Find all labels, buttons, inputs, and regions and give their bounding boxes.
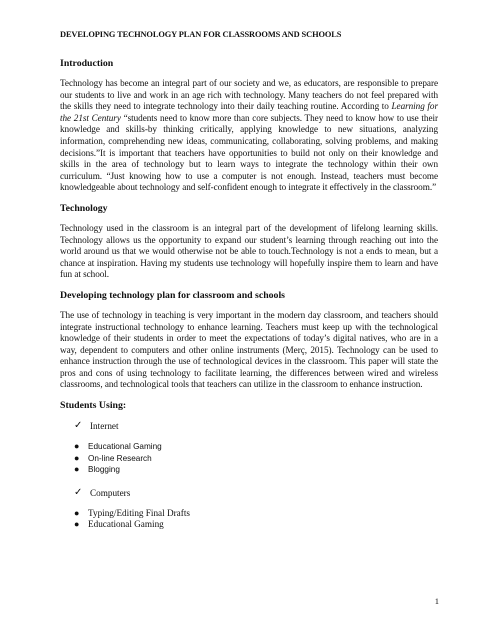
citation-title: Learning for the 21st Century [60,101,439,123]
check-item-computers: ✓ Computers [74,486,131,498]
heading-students-using: Students Using: [60,400,127,412]
list-item: ● Educational Gaming [74,441,162,452]
list-item: ● Typing/Editing Final Drafts [74,507,190,518]
heading-introduction: Introduction [60,58,114,69]
heading-technology: Technology [60,202,108,214]
check-item-internet: ✓ Internet [74,420,119,432]
document-title: DEVELOPING TECHNOLOGY PLAN FOR CLASSROOMS AND SCHOOLS [60,30,342,39]
bullet-icon: ● [74,441,80,452]
list-item: ● On-line Research [74,452,152,463]
bullet-icon: ● [74,464,80,475]
paragraph-technology: Technology used in the classroom is an integral part of the development of lifelong learning skills. Technology allows us the opportunity to expand our student’s learning through reaching out into the world around us that we would otherwise not be able to touch.Technology is not a ends to mean, but a chance at inspiration. Having my students use technology will hopefully inspire them to learn and have fun at school. [60,222,438,280]
list-item: ● Blogging [74,464,120,475]
bullet-icon: ● [74,519,80,530]
check-icon: ✓ [74,420,83,432]
bullet-icon: ● [74,452,80,463]
document-body [60,58,438,531]
bullet-icon: ● [74,507,80,518]
paragraph-introduction: Technology has become an integral part of our society and we, as educators, are responsible to prepare our students to live and work in an age rich with technology. Many teachers do not feel prepared with the skills they need to integrate technology into their daily teaching routine. According to Learning for the 21st Century “students need to know more than core subjects. They need to know how to use their knowledge and skills-by thinking critically, applying knowledge to new situations, analyzing information, comprehending new ideas, communicating, collaborating, solving problems, and making decisions.”It is important that teachers have opportunities to build not only on their knowledge and skills in the area of technology but to learn ways to integrate the technology within their own curriculum. “Just knowing how to use a computer is not enough. Instead, teachers must become knowledgeable about technology and self-confident enough to integrate it effectively in the classroom.” [60,78,439,193]
page-number: 1 [434,596,439,606]
heading-plan: Developing technology plan for classroom and schools [60,289,285,301]
list-computers [74,508,438,531]
paragraph-plan: The use of technology in teaching is very important in the modern day classroom, and teachers should integrate instructional technology to enhance learning. Teachers must keep up with the technological knowledge of their students in order to meet the expectations of today’s digital natives, who are in a way, dependent to computers and other online instruments (Merç, 2015). Technology can be used to enhance instruction through the use of technological devices in the classroom. This paper will state the pros and cons of using technology to facilitate learning, the differences between wired and wireless classrooms, and technological tools that teachers can utilize in the classroom to enhance instruction. [60,309,438,390]
list-internet [74,441,438,476]
check-icon: ✓ [74,486,83,498]
list-item: ● Educational Gaming [74,519,164,530]
